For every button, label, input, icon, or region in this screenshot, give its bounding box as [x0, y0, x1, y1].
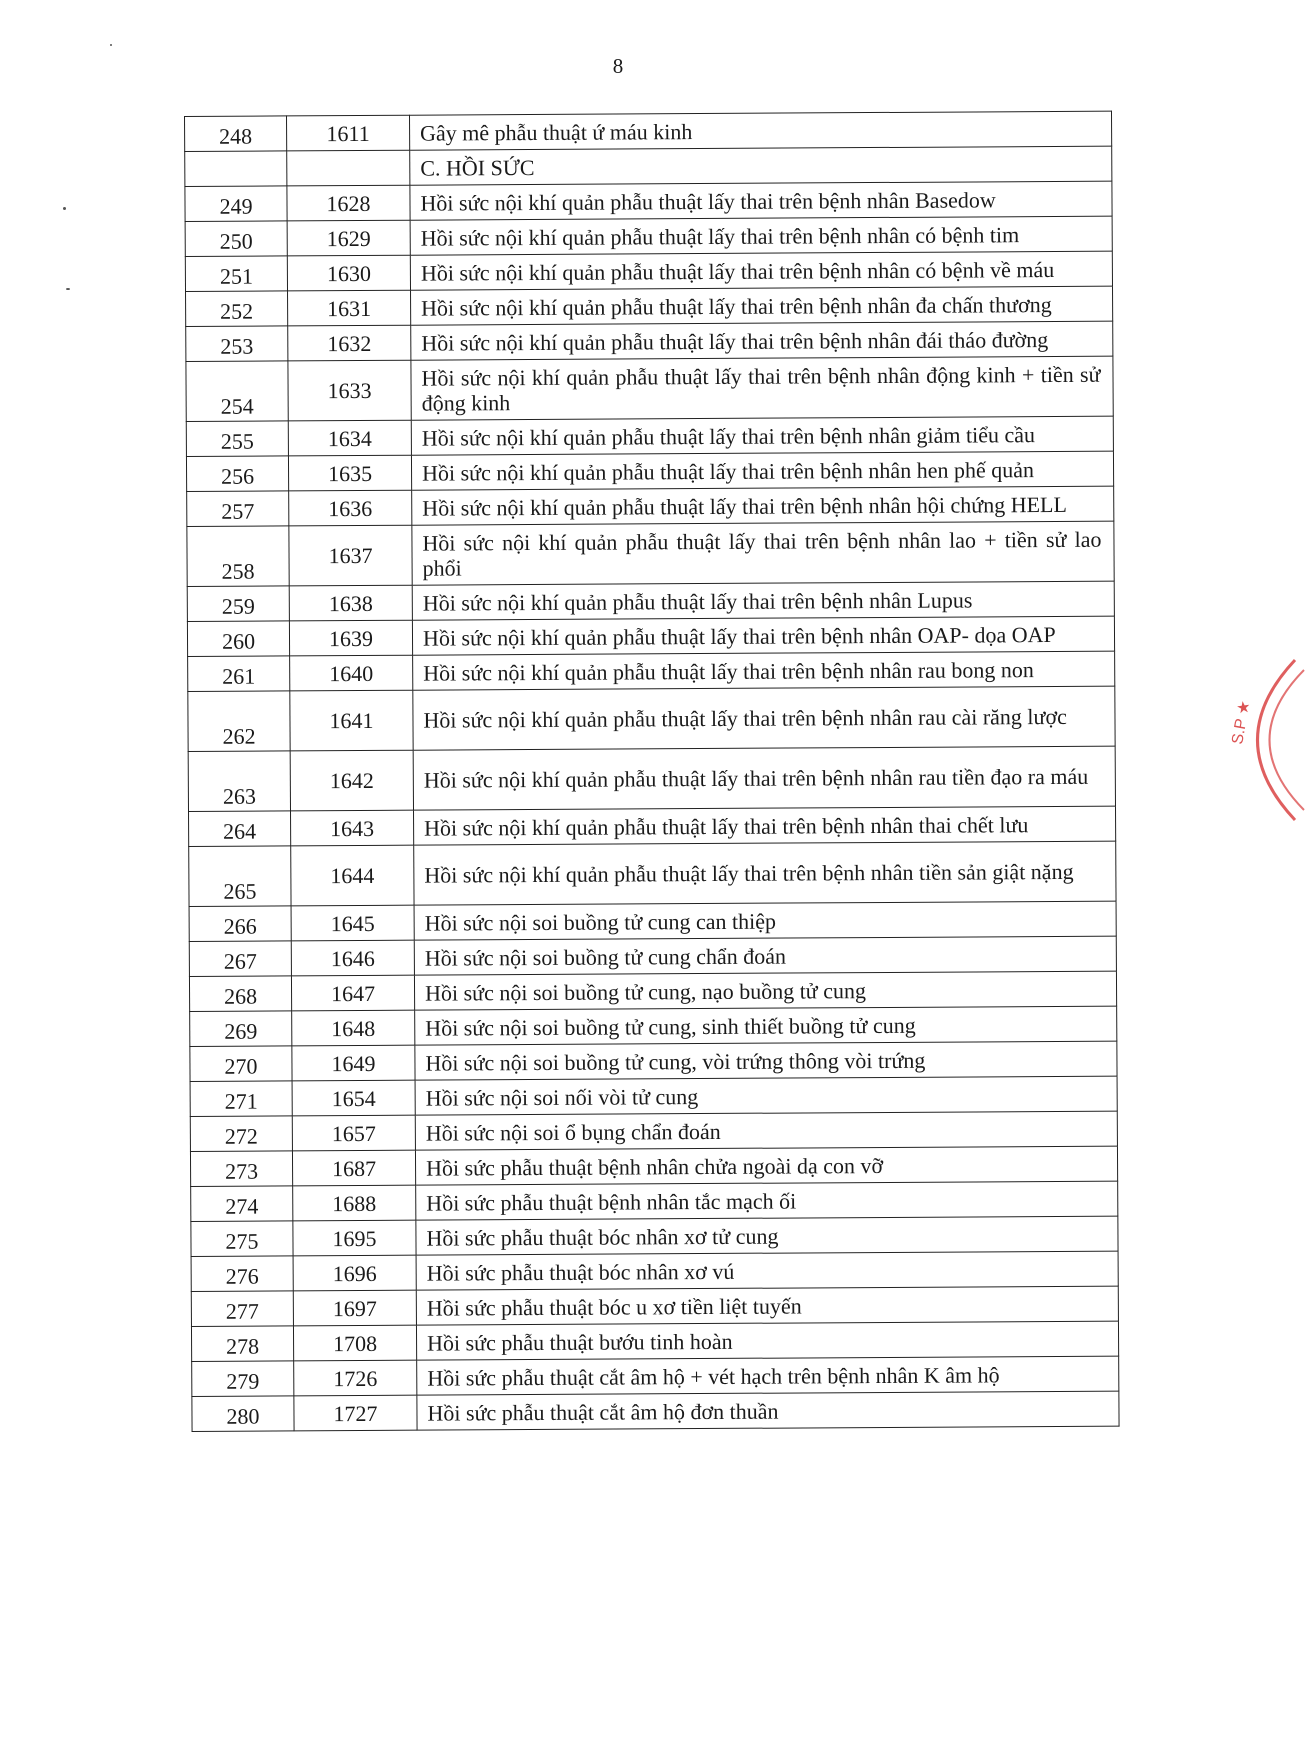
- table-row: [189, 971, 1116, 1011]
- row-number-cell: 277: [191, 1291, 293, 1327]
- procedure-code-cell: 1635: [288, 455, 411, 491]
- procedure-code-cell: 1638: [289, 585, 412, 621]
- procedure-name-cell: Hồi sức phẫu thuật bóc nhân xơ vú: [416, 1251, 1118, 1290]
- table-row: [187, 521, 1114, 586]
- table-row: [186, 356, 1113, 421]
- procedure-code-cell: 1637: [289, 525, 412, 586]
- page-number: 8: [612, 54, 624, 78]
- procedure-name-cell: Hồi sức phẫu thuật bệnh nhân tắc mạch ối: [416, 1181, 1118, 1220]
- procedure-name-cell: Hồi sức phẫu thuật bướu tinh hoàn: [416, 1321, 1118, 1360]
- red-seal-stamp: [1200, 650, 1310, 830]
- table-row: [189, 936, 1116, 976]
- stamp-text: S.P ★: [1229, 699, 1254, 746]
- row-number-cell: 248: [185, 116, 287, 152]
- procedure-code-cell: 1644: [291, 845, 414, 906]
- procedure-code-cell: 1708: [293, 1325, 416, 1361]
- procedure-table-body: [185, 111, 1120, 1431]
- procedure-name-cell: Hồi sức nội khí quản phẫu thuật lấy thai trên bệnh nhân đa chấn thương: [411, 286, 1113, 325]
- procedure-table: [184, 111, 1120, 1432]
- row-number-cell: 273: [190, 1151, 292, 1187]
- procedure-code-cell: 1643: [291, 810, 414, 846]
- table-row: [188, 686, 1115, 751]
- procedure-name-cell: Hồi sức phẫu thuật bệnh nhân chửa ngoài dạ con vỡ: [415, 1146, 1117, 1185]
- row-number-cell: 261: [188, 656, 290, 692]
- procedure-code-cell: 1640: [290, 655, 413, 691]
- procedure-name-cell: Hồi sức nội soi buồng tử cung can thiệp: [414, 901, 1116, 940]
- procedure-name-cell: Hồi sức nội khí quản phẫu thuật lấy thai trên bệnh nhân Basedow: [410, 181, 1112, 220]
- table-row: [190, 1146, 1117, 1186]
- table-row: [186, 451, 1113, 491]
- row-number-cell: 266: [189, 906, 291, 942]
- procedure-name-cell: Hồi sức nội khí quản phẫu thuật lấy thai trên bệnh nhân có bệnh tim: [410, 216, 1112, 255]
- row-number-cell: 262: [188, 691, 290, 752]
- table-row: [189, 841, 1116, 906]
- table-row: [186, 416, 1113, 456]
- row-number-cell: 269: [190, 1011, 292, 1047]
- procedure-code-cell: 1648: [292, 1010, 415, 1046]
- row-number-cell: 256: [186, 456, 288, 492]
- procedure-code-cell: 1629: [287, 220, 410, 256]
- table-row: [188, 746, 1115, 811]
- row-number-cell: 267: [189, 941, 291, 977]
- scan-speck: [63, 207, 66, 210]
- procedure-code-cell: 1634: [288, 420, 411, 456]
- procedure-name-cell: Hồi sức nội soi buồng tử cung, sinh thiết buồng tử cung: [415, 1006, 1117, 1045]
- table-row: [192, 1356, 1119, 1396]
- row-number-cell: 255: [186, 421, 288, 457]
- table-row: [189, 901, 1116, 941]
- procedure-code-cell: 1647: [291, 975, 414, 1011]
- table-row: [190, 1006, 1117, 1046]
- row-number-cell: 252: [186, 291, 288, 327]
- scan-speck: [110, 44, 112, 46]
- table-row: [185, 146, 1112, 186]
- procedure-code-cell: [287, 150, 410, 186]
- row-number-cell: 264: [189, 811, 291, 847]
- row-number-cell: 276: [191, 1256, 293, 1292]
- procedure-code-cell: 1630: [287, 255, 410, 291]
- table-row: [185, 111, 1112, 151]
- table-row: [191, 1321, 1118, 1361]
- procedure-code-cell: 1696: [293, 1255, 416, 1291]
- row-number-cell: 263: [188, 751, 290, 812]
- procedure-code-cell: 1631: [288, 290, 411, 326]
- procedure-code-cell: 1726: [294, 1360, 417, 1396]
- procedure-name-cell: Hồi sức nội khí quản phẫu thuật lấy thai trên bệnh nhân có bệnh về máu: [410, 251, 1112, 290]
- table-row: [187, 616, 1114, 656]
- procedure-code-cell: 1636: [289, 490, 412, 526]
- row-number-cell: [185, 151, 287, 187]
- procedure-name-cell: Hồi sức nội khí quản phẫu thuật lấy thai trên bệnh nhân tiền sản giật nặng: [414, 841, 1116, 905]
- procedure-code-cell: 1632: [288, 325, 411, 361]
- table-row: [188, 651, 1115, 691]
- procedure-name-cell: Hồi sức nội khí quản phẫu thuật lấy thai trên bệnh nhân hen phế quản: [411, 451, 1113, 490]
- procedure-name-cell: Hồi sức phẫu thuật cắt âm hộ + vét hạch trên bệnh nhân K âm hộ: [417, 1356, 1119, 1395]
- procedure-code-cell: 1611: [287, 115, 410, 151]
- procedure-name-cell: Hồi sức nội khí quản phẫu thuật lấy thai trên bệnh nhân hội chứng HELL: [412, 486, 1114, 525]
- procedure-code-cell: 1695: [293, 1220, 416, 1256]
- row-number-cell: 271: [190, 1081, 292, 1117]
- procedure-code-cell: 1642: [290, 750, 413, 811]
- procedure-name-cell: Hồi sức nội khí quản phẫu thuật lấy thai trên bệnh nhân Lupus: [412, 581, 1114, 620]
- procedure-code-cell: 1628: [287, 185, 410, 221]
- procedure-name-cell: Hồi sức nội khí quản phẫu thuật lấy thai trên bệnh nhân thai chết lưu: [414, 806, 1116, 845]
- procedure-name-cell: Hồi sức nội khí quản phẫu thuật lấy thai trên bệnh nhân rau bong non: [413, 651, 1115, 690]
- row-number-cell: 258: [187, 526, 289, 587]
- procedure-code-cell: 1649: [292, 1045, 415, 1081]
- row-number-cell: 278: [191, 1326, 293, 1362]
- table-row: [190, 1041, 1117, 1081]
- procedure-name-cell: Hồi sức nội soi ổ bụng chẩn đoán: [415, 1111, 1117, 1150]
- row-number-cell: 272: [190, 1116, 292, 1152]
- procedure-code-cell: 1727: [294, 1395, 417, 1431]
- row-number-cell: 257: [187, 491, 289, 527]
- scan-speck: [66, 288, 70, 290]
- procedure-name-cell: Hồi sức nội soi nối vòi tử cung: [415, 1076, 1117, 1115]
- table-row: [185, 251, 1112, 291]
- table-row: [190, 1076, 1117, 1116]
- table-row: [190, 1111, 1117, 1151]
- procedure-code-cell: 1688: [293, 1185, 416, 1221]
- procedure-name-cell: Hồi sức nội khí quản phẫu thuật lấy thai trên bệnh nhân đái tháo đường: [411, 321, 1113, 360]
- row-number-cell: 259: [187, 586, 289, 622]
- procedure-name-cell: Hồi sức phẫu thuật bóc nhân xơ tử cung: [416, 1216, 1118, 1255]
- table-row: [186, 286, 1113, 326]
- row-number-cell: 249: [185, 186, 287, 222]
- procedure-name-cell: Gây mê phẫu thuật ứ máu kinh: [409, 111, 1111, 150]
- row-number-cell: 265: [189, 846, 291, 907]
- row-number-cell: 260: [187, 621, 289, 657]
- table-row: [187, 581, 1114, 621]
- procedure-name-cell: Hồi sức nội khí quản phẫu thuật lấy thai trên bệnh nhân giảm tiểu cầu: [411, 416, 1113, 455]
- row-number-cell: 275: [191, 1221, 293, 1257]
- row-number-cell: 280: [192, 1396, 294, 1432]
- table-row: [185, 216, 1112, 256]
- procedure-name-cell: Hồi sức phẫu thuật cắt âm hộ đơn thuần: [417, 1391, 1119, 1430]
- row-number-cell: 251: [185, 256, 287, 292]
- table-row: [191, 1251, 1118, 1291]
- procedure-code-cell: 1687: [292, 1150, 415, 1186]
- table-row: [186, 321, 1113, 361]
- procedure-code-cell: 1641: [290, 690, 413, 751]
- row-number-cell: 254: [186, 361, 288, 422]
- table-row: [191, 1286, 1118, 1326]
- row-number-cell: 279: [192, 1361, 294, 1397]
- procedure-code-cell: 1697: [293, 1290, 416, 1326]
- procedure-name-cell: Hồi sức nội soi buồng tử cung chẩn đoán: [414, 936, 1116, 975]
- row-number-cell: 270: [190, 1046, 292, 1082]
- procedure-name-cell: Hồi sức nội soi buồng tử cung, vòi trứng thông vòi trứng: [415, 1041, 1117, 1080]
- table-row: [187, 486, 1114, 526]
- procedure-code-cell: 1646: [291, 940, 414, 976]
- row-number-cell: 253: [186, 326, 288, 362]
- table-row: [191, 1181, 1118, 1221]
- procedure-name-cell: Hồi sức nội khí quản phẫu thuật lấy thai trên bệnh nhân động kinh + tiền sử động kinh: [411, 356, 1113, 420]
- procedure-code-cell: 1639: [289, 620, 412, 656]
- table-row: [192, 1391, 1119, 1431]
- table-row: [191, 1216, 1118, 1256]
- procedure-name-cell: Hồi sức nội khí quản phẫu thuật lấy thai trên bệnh nhân lao + tiền sử lao phổi: [412, 521, 1114, 585]
- row-number-cell: 268: [189, 976, 291, 1012]
- row-number-cell: 250: [185, 221, 287, 257]
- procedure-name-cell: Hồi sức nội khí quản phẫu thuật lấy thai trên bệnh nhân rau cài răng lược: [413, 686, 1115, 750]
- procedure-code-cell: 1645: [291, 905, 414, 941]
- procedure-code-cell: 1654: [292, 1080, 415, 1116]
- procedure-name-cell: C. HỒI SỨC: [410, 146, 1112, 185]
- procedure-name-cell: Hồi sức phẫu thuật bóc u xơ tiền liệt tuyến: [416, 1286, 1118, 1325]
- procedure-name-cell: Hồi sức nội soi buồng tử cung, nạo buồng tử cung: [414, 971, 1116, 1010]
- row-number-cell: 274: [191, 1186, 293, 1222]
- procedure-code-cell: 1633: [288, 360, 411, 421]
- table-row: [185, 181, 1112, 221]
- procedure-name-cell: Hồi sức nội khí quản phẫu thuật lấy thai trên bệnh nhân OAP- dọa OAP: [412, 616, 1114, 655]
- procedure-code-cell: 1657: [292, 1115, 415, 1151]
- table-row: [189, 806, 1116, 846]
- procedure-name-cell: Hồi sức nội khí quản phẫu thuật lấy thai trên bệnh nhân rau tiền đạo ra máu: [413, 746, 1115, 810]
